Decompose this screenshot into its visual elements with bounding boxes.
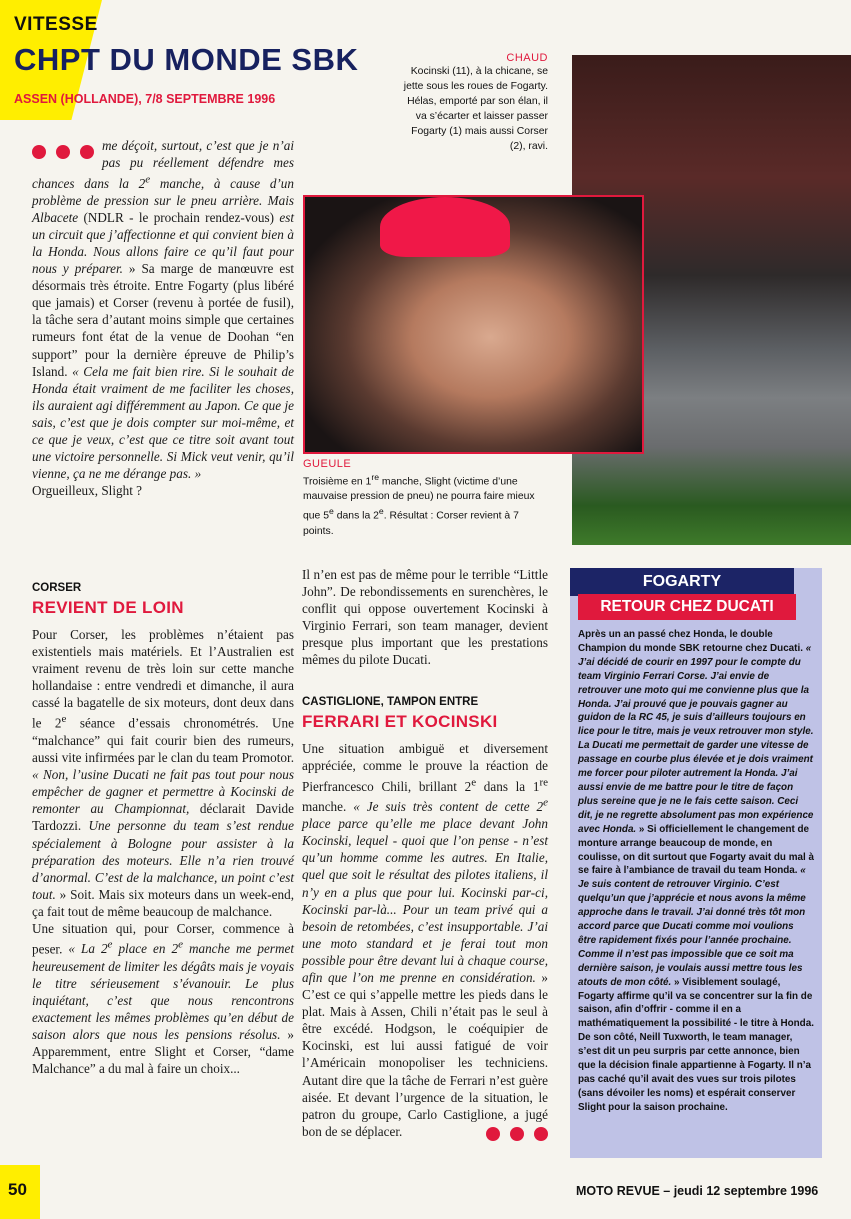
paragraph-1-end: Orgueilleux, Slight ?: [32, 483, 143, 499]
paragraph-1-rest: » Sa marge de manœuvre est désormais très étroite. Entre Fogarty (plus libéré que jamais) et Corser (revenu à portée de fusil), la tâche sera d’autant moins simple que certaines rumeurs font état de la venue de Doohan “en support” pour la dernière épreuve de Philip’s Island.: [32, 261, 294, 379]
subhead-ferrari-kocinski: FERRARI ET KOCINSKI: [302, 712, 498, 731]
subhead-kicker-castiglione: CASTIGLIONE, TAMPON ENTRE: [302, 696, 479, 708]
paragraph-chili-end: a jugé bon de se déplacer.: [302, 1106, 548, 1139]
caption-top-label: CHAUD: [506, 52, 548, 64]
event-location: ASSEN (HOLLANDE), 7/8 SEPTEMBRE 1996: [14, 92, 276, 106]
page-number: 50: [8, 1180, 27, 1199]
intro-quote: me déçoit, surtout, c’est que je n’ai pas pu réellement défendre mes chances dans la 2e manche, à cause d’un problème de pression sur le pneu arrière. Mais Albacete (NDLR - le prochain rendez-vous) est un circuit que j’affectionne et qui convient bien à la Honda. Nous allons faire ce qu’il faut pour nous y préparer.: [32, 138, 295, 277]
caption-top: [400, 52, 548, 154]
article-column-1-corser: [32, 626, 294, 1077]
end-dots-icon: [486, 1127, 548, 1141]
caption-top-text: Kocinski (11), à la chicane, se jette sous les roues de Fogarty. Hélas, emporté par son élan, il va s’écarter et laisser passer Fogarty (1) mais aussi Corser (2), ravi.: [403, 66, 548, 152]
slight-quote: « Cela me fait bien rire. Si le souhait de Honda était vraiment de me faciliter les choses, ils auraient agi différemment au Japon. Ce que je sais, c’est que je dois compter sur moi-même, et ce que je veux, c’est que ce titre soit avant tout une victoire personnelle. Si Mick veut venir, qu’il vienne, ça ne me dérange pas. »: [32, 363, 294, 482]
page-title: CHPT DU MONDE SBK: [14, 42, 359, 77]
paragraph-corser-2: Une situation qui, pour Corser, commence à peser. « La 2e place en 2e manche me permet heureusement de limiter les dégâts mais je voyais le titre sérieusement s’évanouir. Le plus inquiétant, c’est que nous rencontrons exactement les mêmes problèmes qu’en début de saison alors que nous les pensions résolus. » Apparemment, entre Slight et Corser, “dame Malchance” a du mal à faire un choix...: [32, 920, 295, 1077]
article-column-2-body: [302, 740, 548, 1141]
subhead-kicker-corser: CORSER: [32, 582, 82, 594]
sidebar-title: FOGARTY: [570, 568, 794, 596]
paragraph-chili: Une situation ambiguë et diversement appréciée, comme le prouve la réaction de Pierfrancesco Chili, brillant 2e dans la 1re manche. « Je suis très content de cette 2e place parce qu’elle me place devant John Kocinski, lequel - quoi que l’on pense - n’est qu’un homme comme les autres. En Italie, quel que soit le résultat des pilotes italiens, il n’y en a plus que pour lui. Kocinski par-ci, Kocinski par-là... Pour un team privé qui a besoin de retombées, c’est insupportable. J’ai une moto standard et je ferai tout mon possible pour être devant lui à chaque course, afin que l’on me prenne en considération. » C’est ce qui s’appelle mettre les pieds dans le plat. Mais à Assen, Chili n’était pas le seul à être excédé. Hodgson, le coéquipier de Kocinski, est lui aussi fatigué de voir l’Américain monopoliser les techniciens. Autant dire que la tâche de Ferrari n’est guère aisée. Et devant l’urgence de la situation, le patron du groupe, Carlo Castiglione,: [302, 741, 548, 1122]
subhead-corser: REVIENT DE LOIN: [32, 598, 184, 617]
sidebar-text: Après un an passé chez Honda, le double Champion du monde SBK retourne chez Ducati. « J’ai décidé de courir en 1997 pour le compte du team Virginio Ferrari Corse. J’ai envie de retrouver une moto qui me convienne plus que la Honda. J’ai prouvé que je pouvais gagner au guidon de la RC 45, je suis d’ailleurs toujours en lice pour le titre, mais je veux retrouver mon style. La Ducati me permettait de garder une vitesse de passage en courbe plus élevée et je dois vraiment me forcer pour piloter autrement la Honda. J’ai aussi envie de me battre pour le titre de façon plus sereine que je ne le fais cette saison. Ceci dit, je ne regrette absolument pas mon expérience avec Honda. » Si officiellement le changement de monture arrange beaucoup de monde, en coulisse, on dit surtout que Fogarty avait du mal à se faire à l’ambiance de travail du team Honda. « Je suis content de retrouver Virginio. C’est quelqu’un que j’apprécie et nous avons la même approche dans le travail. J’ai donné très tôt mon accord parce que Ducati comme moi voulions être rapidement fixés pour l’année prochaine. Comme il n’est pas impossible que ce soit ma dernière saison, je voulais aussi mettre tous les atouts de mon côté. » Visiblement soulagé, Fogarty affirme qu’il va se concentrer sur la fin de saison, afin d’offrir - comme il en a mathématiquement la possibilité - le titre à Honda. De son côté, Neill Tuxworth, le team manager, s’est dit un peu surpris par cette annonce, bien que la décision finale appartienne à Fogarty. Il n’a pas caché qu’il avait des vues sur trois pilotes (sans dévoiler les noms) et espérait conserver Slight pour la saison prochaine.: [578, 629, 814, 1113]
publication-footer: MOTO REVUE – jeudi 12 septembre 1996: [576, 1184, 819, 1198]
red-hair-shape: [380, 197, 510, 257]
paragraph-corser-1: Pour Corser, les problèmes n’étaient pas existentiels mais matériels. Et l’Australien est vraiment revenu de très loin sur cette manche hollandaise : entre vendredi et dimanche, il aura cassé la bagatelle de six moteurs, dont deux dans le 2e séance d’essais chronométrés. Une “malchance” qui fait courir bien des rumeurs, aussi vite infirmées par le clan du team Promotor. « Non, l’usine Ducati ne fait pas tout pour nous empêcher de gagner et permettre à Kocinski de remonter au Championnat, déclarait Davide Tardozzi. Une personne du team s’est rendue spécialement à Bologne pour assister à la préparation des moteurs. Elle n’a rien trouvé d’anormal. C’est de la malchance, un point c’est tout. » Soit. Mais six moteurs dans un week-end, ça fait tout de même beaucoup de malchance.: [32, 627, 294, 919]
caption-portrait-label: GUEULE: [303, 458, 352, 470]
sidebar-fogarty-box: [570, 568, 822, 1158]
section-rubric: VITESSE: [14, 14, 98, 35]
caption-portrait: [303, 458, 548, 539]
article-column-2-intro: Il n’en est pas de même pour le terrible “Little John”. De rebondissements en surenchères, le conflit qui oppose ouvertement Kocinski à Virginio Ferrari, son team manager, devient presque plus important que les prestations mêmes du pilote Ducati.: [302, 567, 548, 668]
rider-portrait-photo: [303, 195, 644, 454]
sidebar-subtitle: RETOUR CHEZ DUCATI: [578, 594, 796, 620]
caption-portrait-text: Troisième en 1re manche, Slight (victime d’une mauvaise pression de pneu) ne pourra faire mieux que 5e dans la 2e. Résultat : Corser revient à 7 points.: [303, 472, 535, 537]
bullet-dots-icon: [32, 145, 94, 159]
article-column-1-intro: [32, 137, 294, 499]
